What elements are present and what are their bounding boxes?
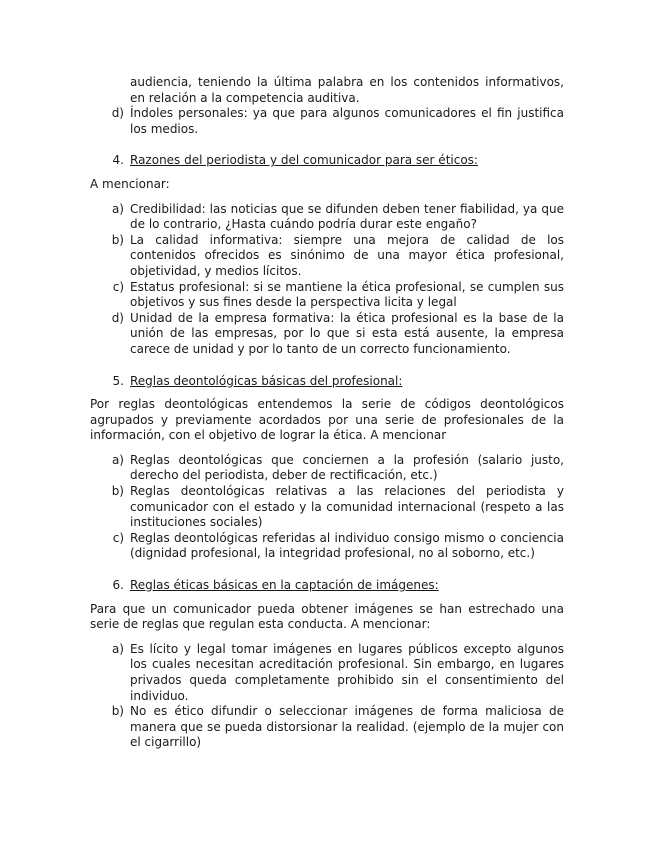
section-number: 4. (112, 153, 124, 168)
list-item-text: Unidad de la empresa formativa: la ética profesional es la base de la unión de las empresas, por lo que si esta está ausente, la empresa carece de unidad y por lo tanto de un correcto funcionamiento. (130, 310, 564, 356)
list-item (90, 704, 564, 751)
list-marker: a) (111, 641, 124, 656)
list-item-text: Reglas deontológicas referidas al individuo consigo mismo o conciencia (dignidad profesional, la integridad profesional, no al soborno, etc.) (130, 530, 564, 561)
list-marker: c) (112, 530, 124, 545)
list-item-text: Estatus profesional: si se mantiene la ética profesional, se cumplen sus objetivos y sus fines desde la perspectiva licita y legal (130, 279, 564, 310)
section-title: Reglas éticas básicas en la captación de imágenes: (130, 578, 439, 593)
list-marker: b) (111, 704, 124, 719)
list-item-text: Reglas deontológicas relativas a las relaciones del periodista y comunicador con el estado y la comunidad internacional (respeto a las instituciones sociales) (130, 484, 564, 530)
section-intro: Para que un comunicador pueda obtener imágenes se han estrechado una serie de reglas que regulan esta conducta. A mencionar: (90, 601, 564, 632)
list-item (90, 453, 564, 484)
section-heading-6 (90, 578, 564, 594)
list-item-text: Índoles personales: ya que para algunos comunicadores el fin justifica los medios. (130, 106, 564, 136)
list-marker: d) (111, 106, 124, 121)
list-item (90, 484, 564, 531)
list-item-text: Reglas deontológicas que conciernen a la profesión (salario justo, derecho del periodista, deber de rectificación, etc.) (130, 452, 564, 483)
list-marker: b) (111, 484, 124, 499)
section-title: Reglas deontológicas básicas del profesional: (130, 373, 403, 388)
list-item (90, 280, 564, 311)
list-marker: c) (112, 279, 124, 294)
section4-list (90, 202, 564, 358)
section5-list (90, 453, 564, 562)
list-item (90, 311, 564, 358)
list-marker: b) (111, 232, 124, 247)
list-marker: a) (111, 201, 124, 216)
document-body (90, 75, 564, 751)
section-number: 5. (112, 373, 124, 388)
list-marker: a) (111, 452, 124, 467)
list-item-text: No es ético difundir o seleccionar imágenes de forma maliciosa de manera que se pueda distorsionar la realidad. (ejemplo de la mujer con el cigarrillo) (130, 704, 564, 750)
list-marker: d) (111, 310, 124, 325)
list-item (90, 531, 564, 562)
section-intro: Por reglas deontológicas entendemos la serie de códigos deontológicos agrupados y previamente acordados por una serie de profesionales de la información, con el objetivo de lograr la ética. A mencionar (90, 397, 564, 443)
section-heading-4 (90, 153, 564, 169)
list-item (90, 75, 564, 106)
continuation-list (90, 75, 564, 137)
list-item-text: Es lícito y legal tomar imágenes en lugares públicos excepto algunos los cuales necesitan acreditación profesional. Sin embargo, en lugares privados queda completamente prohibido sin el consentimiento del individuo. (130, 641, 564, 703)
list-item (90, 106, 564, 137)
list-item (90, 642, 564, 704)
section-number: 6. (112, 578, 124, 593)
section6-list (90, 642, 564, 751)
list-item (90, 233, 564, 280)
list-item (90, 202, 564, 233)
section-intro: A mencionar: (90, 176, 170, 191)
section-heading-5 (90, 374, 564, 390)
section-title: Razones del periodista y del comunicador para ser éticos: (130, 153, 478, 168)
list-item-text: Credibilidad: las noticias que se difunden deben tener fiabilidad, ya que de lo contrario, ¿Hasta cuándo podría durar este engaño? (130, 201, 564, 232)
list-item-text: audiencia, teniendo la última palabra en los contenidos informativos, en relación a la competencia auditiva. (130, 75, 564, 105)
list-item-text: La calidad informativa: siempre una mejora de calidad de los contenidos ofrecidos es sinónimo de una mayor ética profesional, objetividad, y medios lícitos. (130, 232, 564, 278)
